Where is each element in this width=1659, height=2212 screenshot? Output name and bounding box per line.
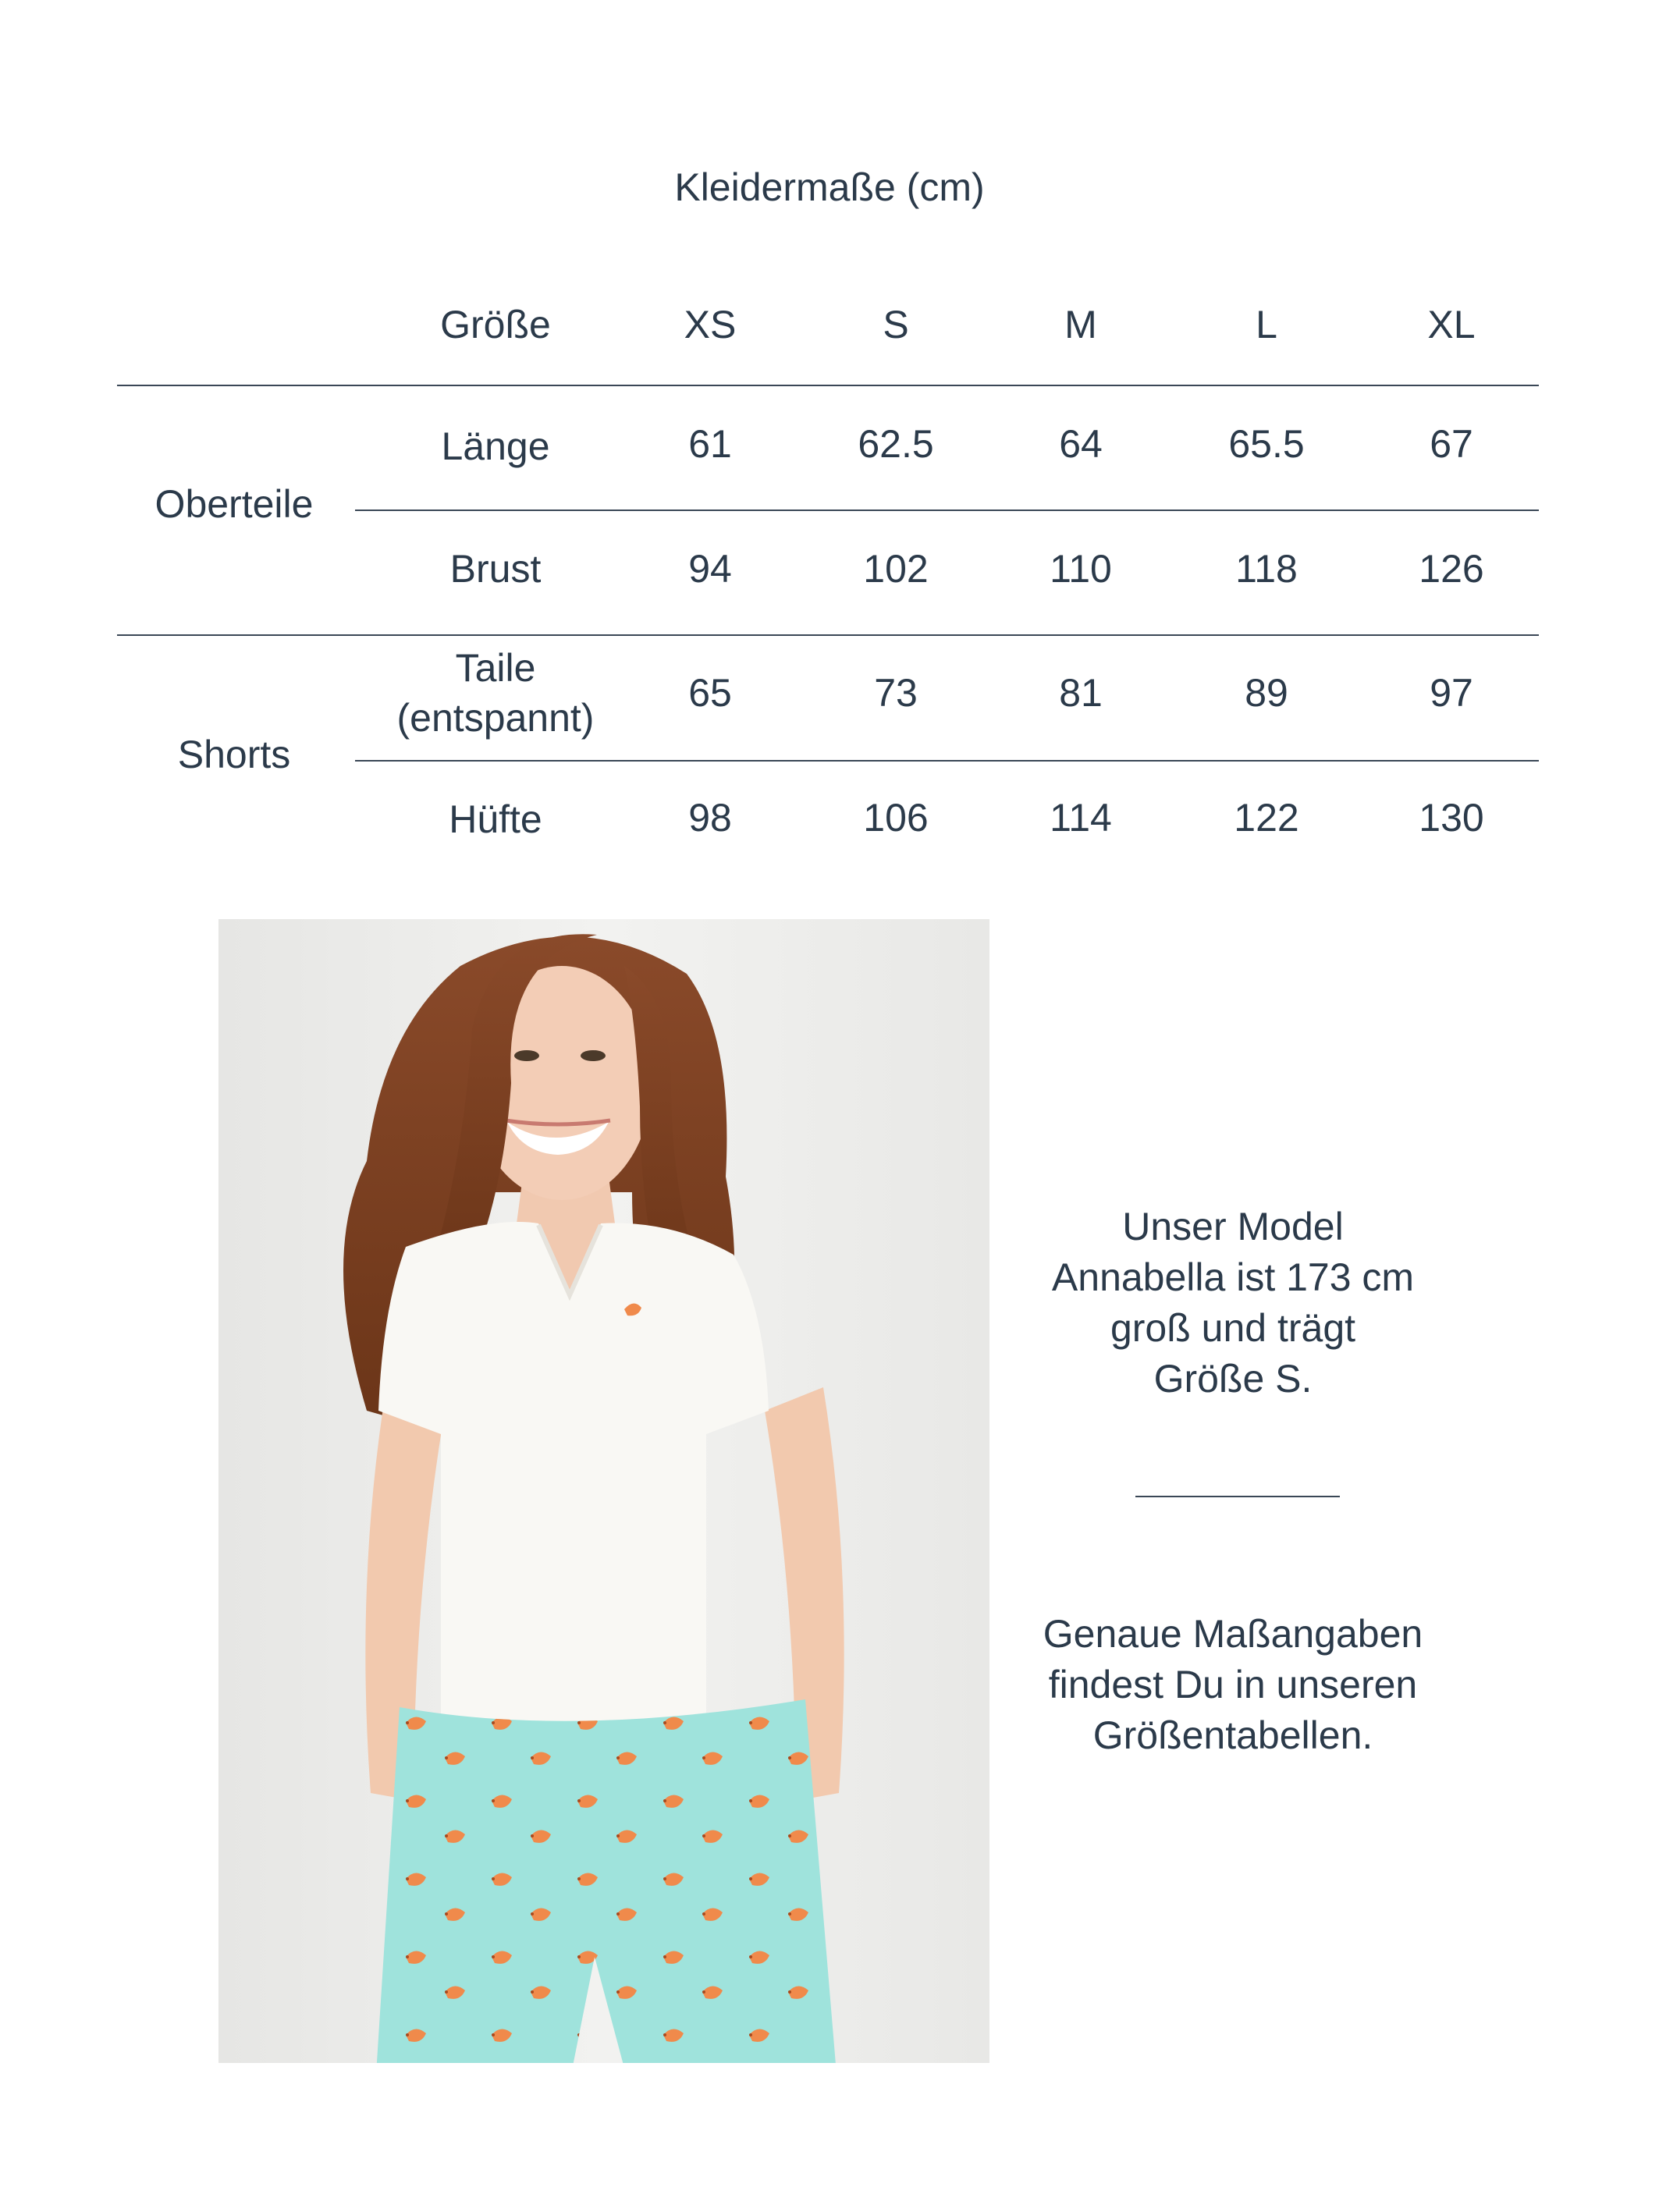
size-header-xs: XS <box>684 303 737 346</box>
value-chest-s: 102 <box>863 547 929 591</box>
value-length-s: 62.5 <box>858 422 934 466</box>
value-waist-l: 89 <box>1245 671 1288 715</box>
value-hip-xs: 98 <box>688 796 732 840</box>
value-waist-m: 81 <box>1059 671 1103 715</box>
table-rule <box>117 385 1539 386</box>
value-length-l: 65.5 <box>1228 422 1305 466</box>
value-chest-xs: 94 <box>688 547 732 591</box>
value-hip-m: 114 <box>1050 796 1112 840</box>
value-waist-xl: 97 <box>1430 671 1473 715</box>
table-rule <box>355 760 1539 762</box>
size-header-xl: XL <box>1427 303 1476 346</box>
value-length-m: 64 <box>1059 422 1103 466</box>
size-guide-text: Genaue Maßangaben findest Du in unseren Größentabellen. <box>1043 1612 1423 1757</box>
size-header-m: M <box>1064 303 1097 346</box>
value-chest-m: 110 <box>1050 547 1112 591</box>
table-rule <box>355 510 1539 511</box>
value-length-xs: 61 <box>688 422 732 466</box>
size-header-l: L <box>1256 303 1277 346</box>
chart-title: Kleidermaße (cm) <box>674 165 985 209</box>
value-waist-xs: 65 <box>688 671 732 715</box>
row-label-length: Länge <box>441 424 550 468</box>
model-info-text: Unser Model Annabella ist 173 cm groß und trägt Größe S. <box>1051 1205 1415 1401</box>
row-label-chest: Brust <box>449 547 542 591</box>
group-label-tops: Oberteile <box>155 482 314 526</box>
value-length-xl: 67 <box>1430 422 1473 466</box>
row-label-waist: Taile (entspannt) <box>396 646 595 740</box>
value-hip-l: 122 <box>1234 796 1299 840</box>
size-header-label: Größe <box>440 303 551 346</box>
model-photo <box>218 919 989 2063</box>
value-waist-s: 73 <box>874 671 918 715</box>
value-hip-s: 106 <box>863 796 929 840</box>
value-hip-xl: 130 <box>1419 796 1484 840</box>
row-label-hip: Hüfte <box>449 797 542 841</box>
divider <box>1135 1496 1340 1497</box>
table-rule <box>117 634 1539 636</box>
size-header-s: S <box>883 303 909 346</box>
value-chest-xl: 126 <box>1419 547 1484 591</box>
group-label-shorts: Shorts <box>177 733 291 776</box>
value-chest-l: 118 <box>1235 547 1298 591</box>
